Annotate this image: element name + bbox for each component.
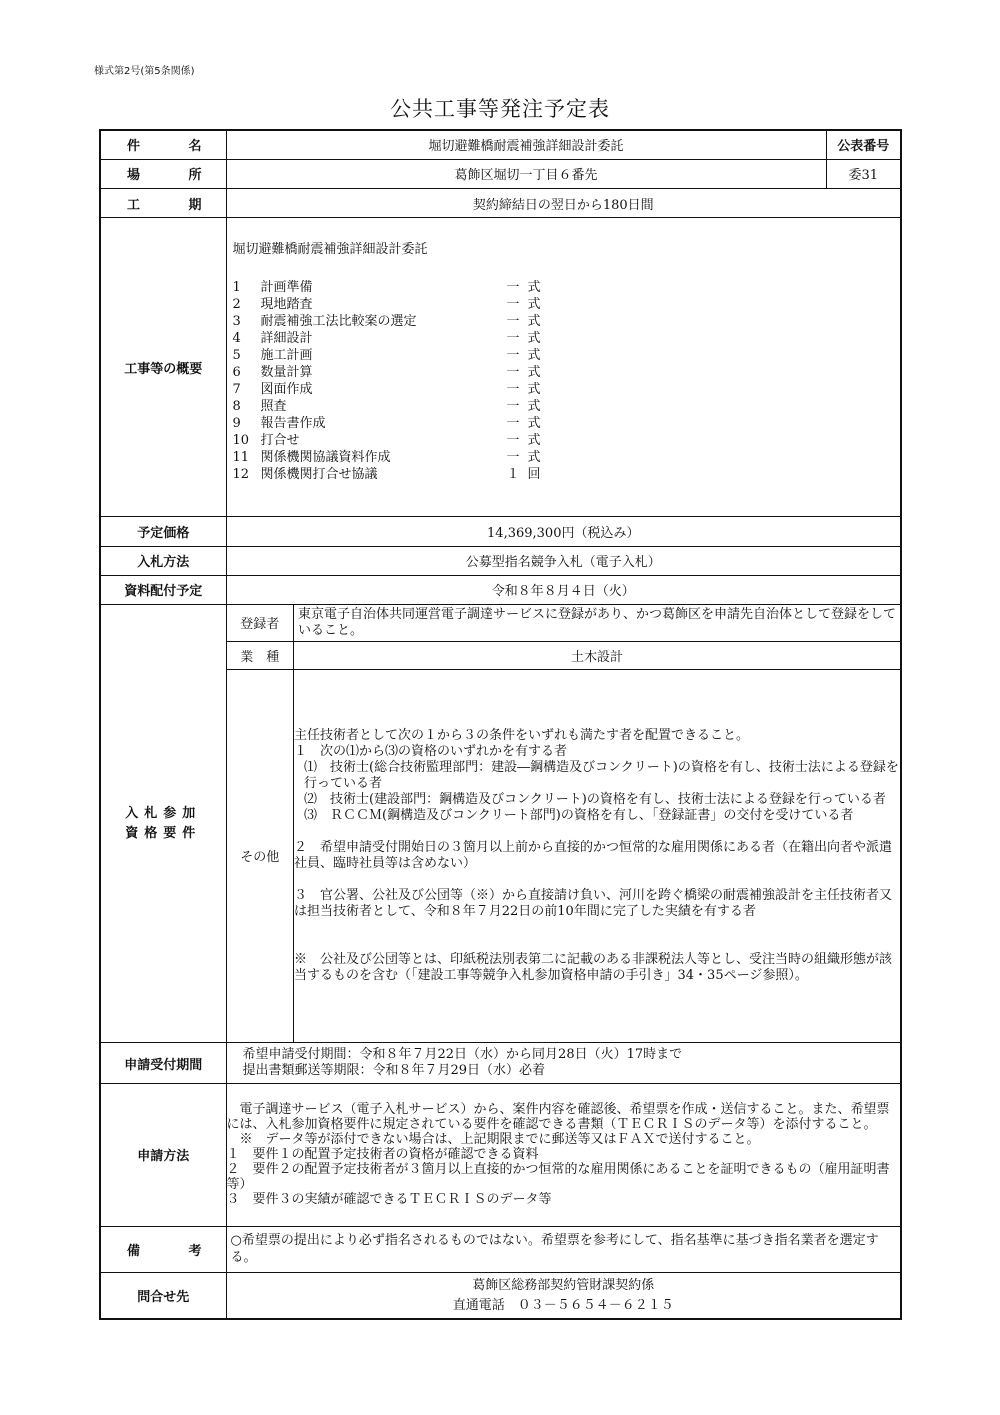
requirement-1-b: ⑵ 技術士(建設部門：鋼構造及びコンクリート)の資格を有し、技術士法による登録を行っている者 xyxy=(304,791,886,807)
overview-item xyxy=(233,415,895,432)
industry-value: 土木設計 xyxy=(294,641,901,669)
overview-item-quantity: 一式 xyxy=(506,348,549,364)
row-distribution xyxy=(100,575,901,604)
row-period xyxy=(100,188,901,217)
row-overview xyxy=(100,218,901,517)
form-number: 様式第2号(第5条関係) xyxy=(94,66,195,77)
overview-item-name: 計画準備 xyxy=(260,280,313,296)
order-schedule-table xyxy=(99,129,902,1320)
label-price: 予定価格 xyxy=(100,517,226,546)
public-no-value: 委31 xyxy=(826,159,901,188)
requirement-1-a: ⑴ 技術士(総合技術監理部門：建設―鋼構造及びコンクリート)の資格を有し、技術士法による登録を行っている者 xyxy=(304,759,899,791)
contact-department: 葛飾区総務部契約管財課契約係 xyxy=(472,1277,655,1293)
overview-item-name: 関係機関打合せ協議 xyxy=(260,467,378,483)
requirements-intro: 主任技術者として次の１から３の条件をいずれも満たす者を配置できること。 xyxy=(294,727,750,743)
row-place xyxy=(100,159,901,188)
price-value: 14,369,300円（税込み） xyxy=(226,517,901,546)
overview-item-name: 図面作成 xyxy=(260,382,313,398)
overview-item-name: 耐震補強工法比較案の選定 xyxy=(260,314,417,330)
page-title: 公共工事等発注予定表 xyxy=(390,97,610,121)
label-application-period: 申請受付期間 xyxy=(100,1043,226,1083)
overview-cell xyxy=(226,218,901,517)
overview-item-name: 詳細設計 xyxy=(260,331,313,347)
overview-item-quantity: 一式 xyxy=(506,433,549,449)
other-label: その他 xyxy=(227,669,294,1042)
overview-item xyxy=(233,364,895,381)
overview-item-number: 5 xyxy=(232,348,241,364)
overview-item-number: 8 xyxy=(232,399,241,415)
requirement-1-c: ⑶ ＲＣＣＭ(鋼構造及びコンクリート部門)の資格を有し、「登録証書」の交付を受けている者 xyxy=(304,807,854,823)
overview-item-number: 7 xyxy=(232,382,241,398)
application-method-line-2: ※ データ等が添付できない場合は、上記期限までに郵送等又はＦＡＸで送付すること。 xyxy=(239,1132,760,1148)
overview-item xyxy=(233,466,895,483)
label-period: 工 期 xyxy=(100,188,226,217)
overview-item-number: 12 xyxy=(232,467,250,483)
overview-item-name: 関係機関協議資料作成 xyxy=(260,450,391,466)
row-price xyxy=(100,517,901,546)
overview-item-quantity: 一式 xyxy=(506,416,549,432)
overview-item xyxy=(233,432,895,449)
overview-item-name: 施工計画 xyxy=(260,348,313,364)
label-distribution: 資料配付予定 xyxy=(100,575,226,604)
row-qualification xyxy=(100,605,901,1043)
registrant-value: 東京電子自治体共同運営電子調達サービスに登録があり、かつ葛飾区を申請先自治体として登録をしていること。 xyxy=(294,605,901,641)
overview-item-name: 照査 xyxy=(260,399,287,415)
overview-item xyxy=(233,330,895,347)
label-bid-method: 入札方法 xyxy=(100,546,226,575)
overview-item-number: 11 xyxy=(232,450,250,466)
label-place: 場 所 xyxy=(100,159,226,188)
row-name xyxy=(100,130,901,159)
application-period-cell xyxy=(226,1043,901,1083)
registrant-label: 登録者 xyxy=(227,605,294,641)
requirement-3: ３ 官公署、公社及び公団等（※）から直接請け負い、河川を跨ぐ橋梁の耐震補強設計を主任技術者又は担当技術者として、令和８年７月22日の前10年間に完了した実績を有する者 xyxy=(294,887,893,919)
overview-item-number: 4 xyxy=(232,331,241,347)
overview-item-number: 2 xyxy=(232,297,241,313)
label-public-no: 公表番号 xyxy=(826,130,901,159)
label-application-method: 申請方法 xyxy=(100,1083,226,1226)
overview-item-number: 1 xyxy=(232,280,241,296)
label-qualification: 入札参加 資格要件 xyxy=(100,605,226,1043)
overview-item xyxy=(233,381,895,398)
contact-phone: 直通電話 ０３－５６５４－６２１５ xyxy=(452,1297,674,1313)
overview-item-name: 打合せ xyxy=(260,433,300,449)
period-value: 契約締結日の翌日から180日間 xyxy=(226,188,901,217)
overview-item xyxy=(233,313,895,330)
overview-item-quantity: 一式 xyxy=(506,382,549,398)
overview-item-quantity: 一式 xyxy=(506,399,549,415)
overview-item-quantity: 一式 xyxy=(506,331,549,347)
overview-item xyxy=(233,347,895,364)
bid-method-value: 公募型指名競争入札（電子入札） xyxy=(226,546,901,575)
overview-item-quantity: １回 xyxy=(506,467,549,483)
requirement-note: ※ 公社及び公団等とは、印紙税法別表第二に記載のある非課税法人等とし、受注当時の組織形態が該当するものを含む（「建設工事等競争入札参加資格申請の手引き」34・35ページ参照）。 xyxy=(294,951,893,983)
overview-item-quantity: 一式 xyxy=(506,314,549,330)
application-method-line-1: 電子調達サービス（電子入札サービス）から、案件内容を確認後、希望票を作成・送信すること。また、希望票には、入札参加資格要件に規定されている要件を確認できる書類（ＴＥＣＲＩＳのデータ等）を添付すること。 xyxy=(226,1102,890,1133)
overview-item-name: 数量計算 xyxy=(260,365,313,381)
label-name: 件 名 xyxy=(100,130,226,159)
overview-item-list xyxy=(233,279,895,483)
application-method-line-4: ２ 要件２の配置予定技術者が３箇月以上直接的かつ恒常的な雇用関係にあることを証明できるもの（雇用証明書等） xyxy=(226,1162,890,1193)
row-contact xyxy=(100,1273,901,1319)
row-application-method xyxy=(100,1083,901,1226)
overview-item-name: 現地踏査 xyxy=(260,297,313,313)
overview-item-quantity: 一式 xyxy=(506,280,549,296)
label-remarks: 備 考 xyxy=(100,1226,226,1272)
requirement-1: １ 次の⑴から⑶の資格のいずれかを有する者 xyxy=(294,743,568,759)
row-application-period xyxy=(100,1043,901,1083)
label-contact: 問合せ先 xyxy=(100,1273,226,1319)
overview-item xyxy=(233,279,895,296)
overview-item-number: 3 xyxy=(232,314,241,330)
distribution-value: 令和８年８月４日（火） xyxy=(226,575,901,604)
overview-item-name: 報告書作成 xyxy=(260,416,326,432)
application-method-line-5: ３ 要件３の実績が確認できるＴＥＣＲＩＳのデータ等 xyxy=(226,1192,552,1208)
requirement-2: ２ 希望申請受付開始日の３箇月以上前から直接的かつ恒常的な雇用関係にある者（在籍出向者や派遣社員、臨時社員等は含めない） xyxy=(294,839,893,871)
overview-item-number: 10 xyxy=(232,433,250,449)
row-remarks xyxy=(100,1226,901,1272)
name-value: 堀切避難橋耐震補強詳細設計委託 xyxy=(226,130,826,159)
contact-cell xyxy=(226,1273,901,1319)
row-bid-method xyxy=(100,546,901,575)
qualification-subtable xyxy=(227,605,901,1042)
overview-item-quantity: 一式 xyxy=(506,450,549,466)
application-period-line-1: 希望申請受付期間：令和８年７月22日（水）から同月28日（火）17時まで xyxy=(242,1047,683,1063)
overview-title: 堀切避難橋耐震補強詳細設計委託 xyxy=(232,242,428,258)
other-requirements xyxy=(294,669,901,1042)
overview-item-quantity: 一式 xyxy=(506,365,549,381)
overview-item-quantity: 一式 xyxy=(506,297,549,313)
industry-label: 業 種 xyxy=(227,641,294,669)
overview-item-number: 6 xyxy=(232,365,241,381)
overview-item-number: 9 xyxy=(232,416,241,432)
application-period-line-2: 提出書類郵送等期限：令和８年７月29日（水）必着 xyxy=(242,1063,546,1079)
label-overview: 工事等の概要 xyxy=(100,218,226,517)
qualification-cell xyxy=(226,605,901,1043)
overview-item xyxy=(233,449,895,466)
application-method-cell xyxy=(226,1083,901,1226)
remarks-value: ○希望票の提出により必ず指名されるものではない。希望票を参考にして、指名基準に基づき指名業者を選定する。 xyxy=(226,1226,901,1272)
overview-item xyxy=(233,296,895,313)
overview-item xyxy=(233,398,895,415)
application-method-line-3: １ 要件１の配置予定技術者の資格が確認できる資料 xyxy=(226,1147,539,1163)
place-value: 葛飾区堀切一丁目６番先 xyxy=(226,159,826,188)
